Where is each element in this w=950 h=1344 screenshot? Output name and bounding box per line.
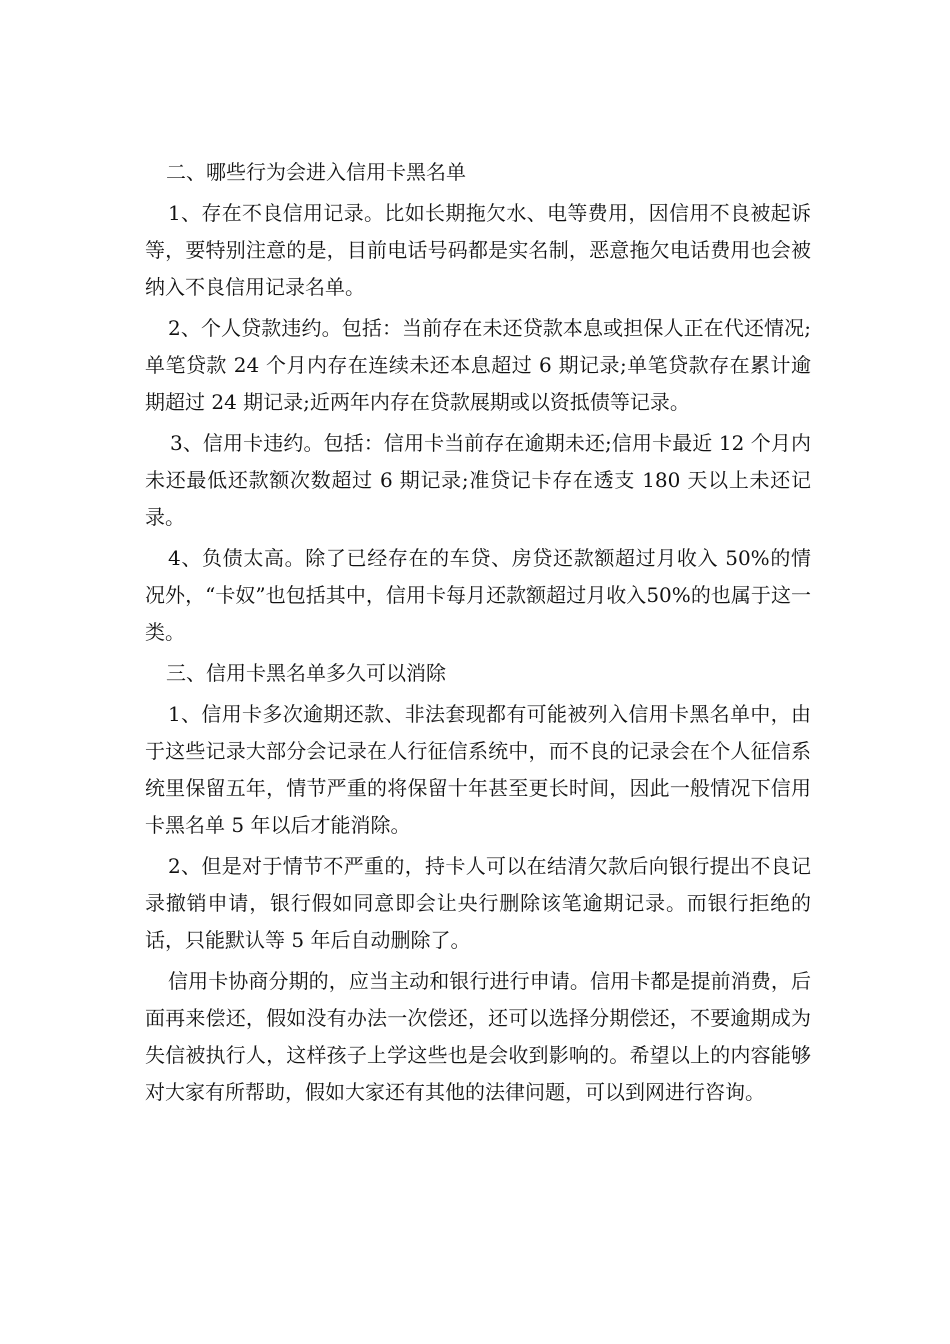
list-item: 3、信用卡违约。包括：信用卡当前存在逾期未还;信用卡最近 12 个月内未还最低还款额次数超过 6 期记录;准贷记卡存在透支 180 天以上未还记录。: [145, 431, 811, 529]
section-heading: 二、哪些行为会进入信用卡黑名单: [166, 160, 466, 184]
document-body: [145, 154, 811, 1115]
list-item: 1、信用卡多次逾期还款、非法套现都有可能被列入信用卡黑名单中，由于这些记录大部分会记录在人行征信系统中，而不良的记录会在个人征信系统里保留五年，情节严重的将保留十年甚至更长时间，因此一般情况下信用卡黑名单 5 年以后才能消除。: [145, 702, 811, 837]
list-item: 4、负债太高。除了已经存在的车贷、房贷还款额超过月收入 50%的情况外，“卡奴”也包括其中，信用卡每月还款额超过月收入50%的也属于这一类。: [145, 546, 811, 644]
list-item: 2、但是对于情节不严重的，持卡人可以在结清欠款后向银行提出不良记录撤销申请，银行假如同意即会让央行删除该笔逾期记录。而银行拒绝的话，只能默认等 5 年后自动删除了。: [145, 854, 811, 952]
closing-paragraph: 信用卡协商分期的，应当主动和银行进行申请。信用卡都是提前消费，后面再来偿还，假如没有办法一次偿还，还可以选择分期偿还，不要逾期成为失信被执行人，这样孩子上学这些也是会收到影响的。希望以上的内容能够对大家有所帮助，假如大家还有其他的法律问题，可以到网进行咨询。: [145, 969, 811, 1104]
list-item: 2、个人贷款违约。包括：当前存在未还贷款本息或担保人正在代还情况;单笔贷款 24 个月内存在连续未还本息超过 6 期记录;单笔贷款存在累计逾期超过 24 期记录;近两年内存在贷款展期或以资抵债等记录。: [145, 316, 811, 414]
section-heading: 三、信用卡黑名单多久可以消除: [166, 661, 446, 685]
list-item: 1、存在不良信用记录。比如长期拖欠水、电等费用，因信用不良被起诉等，要特别注意的是，目前电话号码都是实名制，恶意拖欠电话费用也会被纳入不良信用记录名单。: [145, 201, 811, 299]
